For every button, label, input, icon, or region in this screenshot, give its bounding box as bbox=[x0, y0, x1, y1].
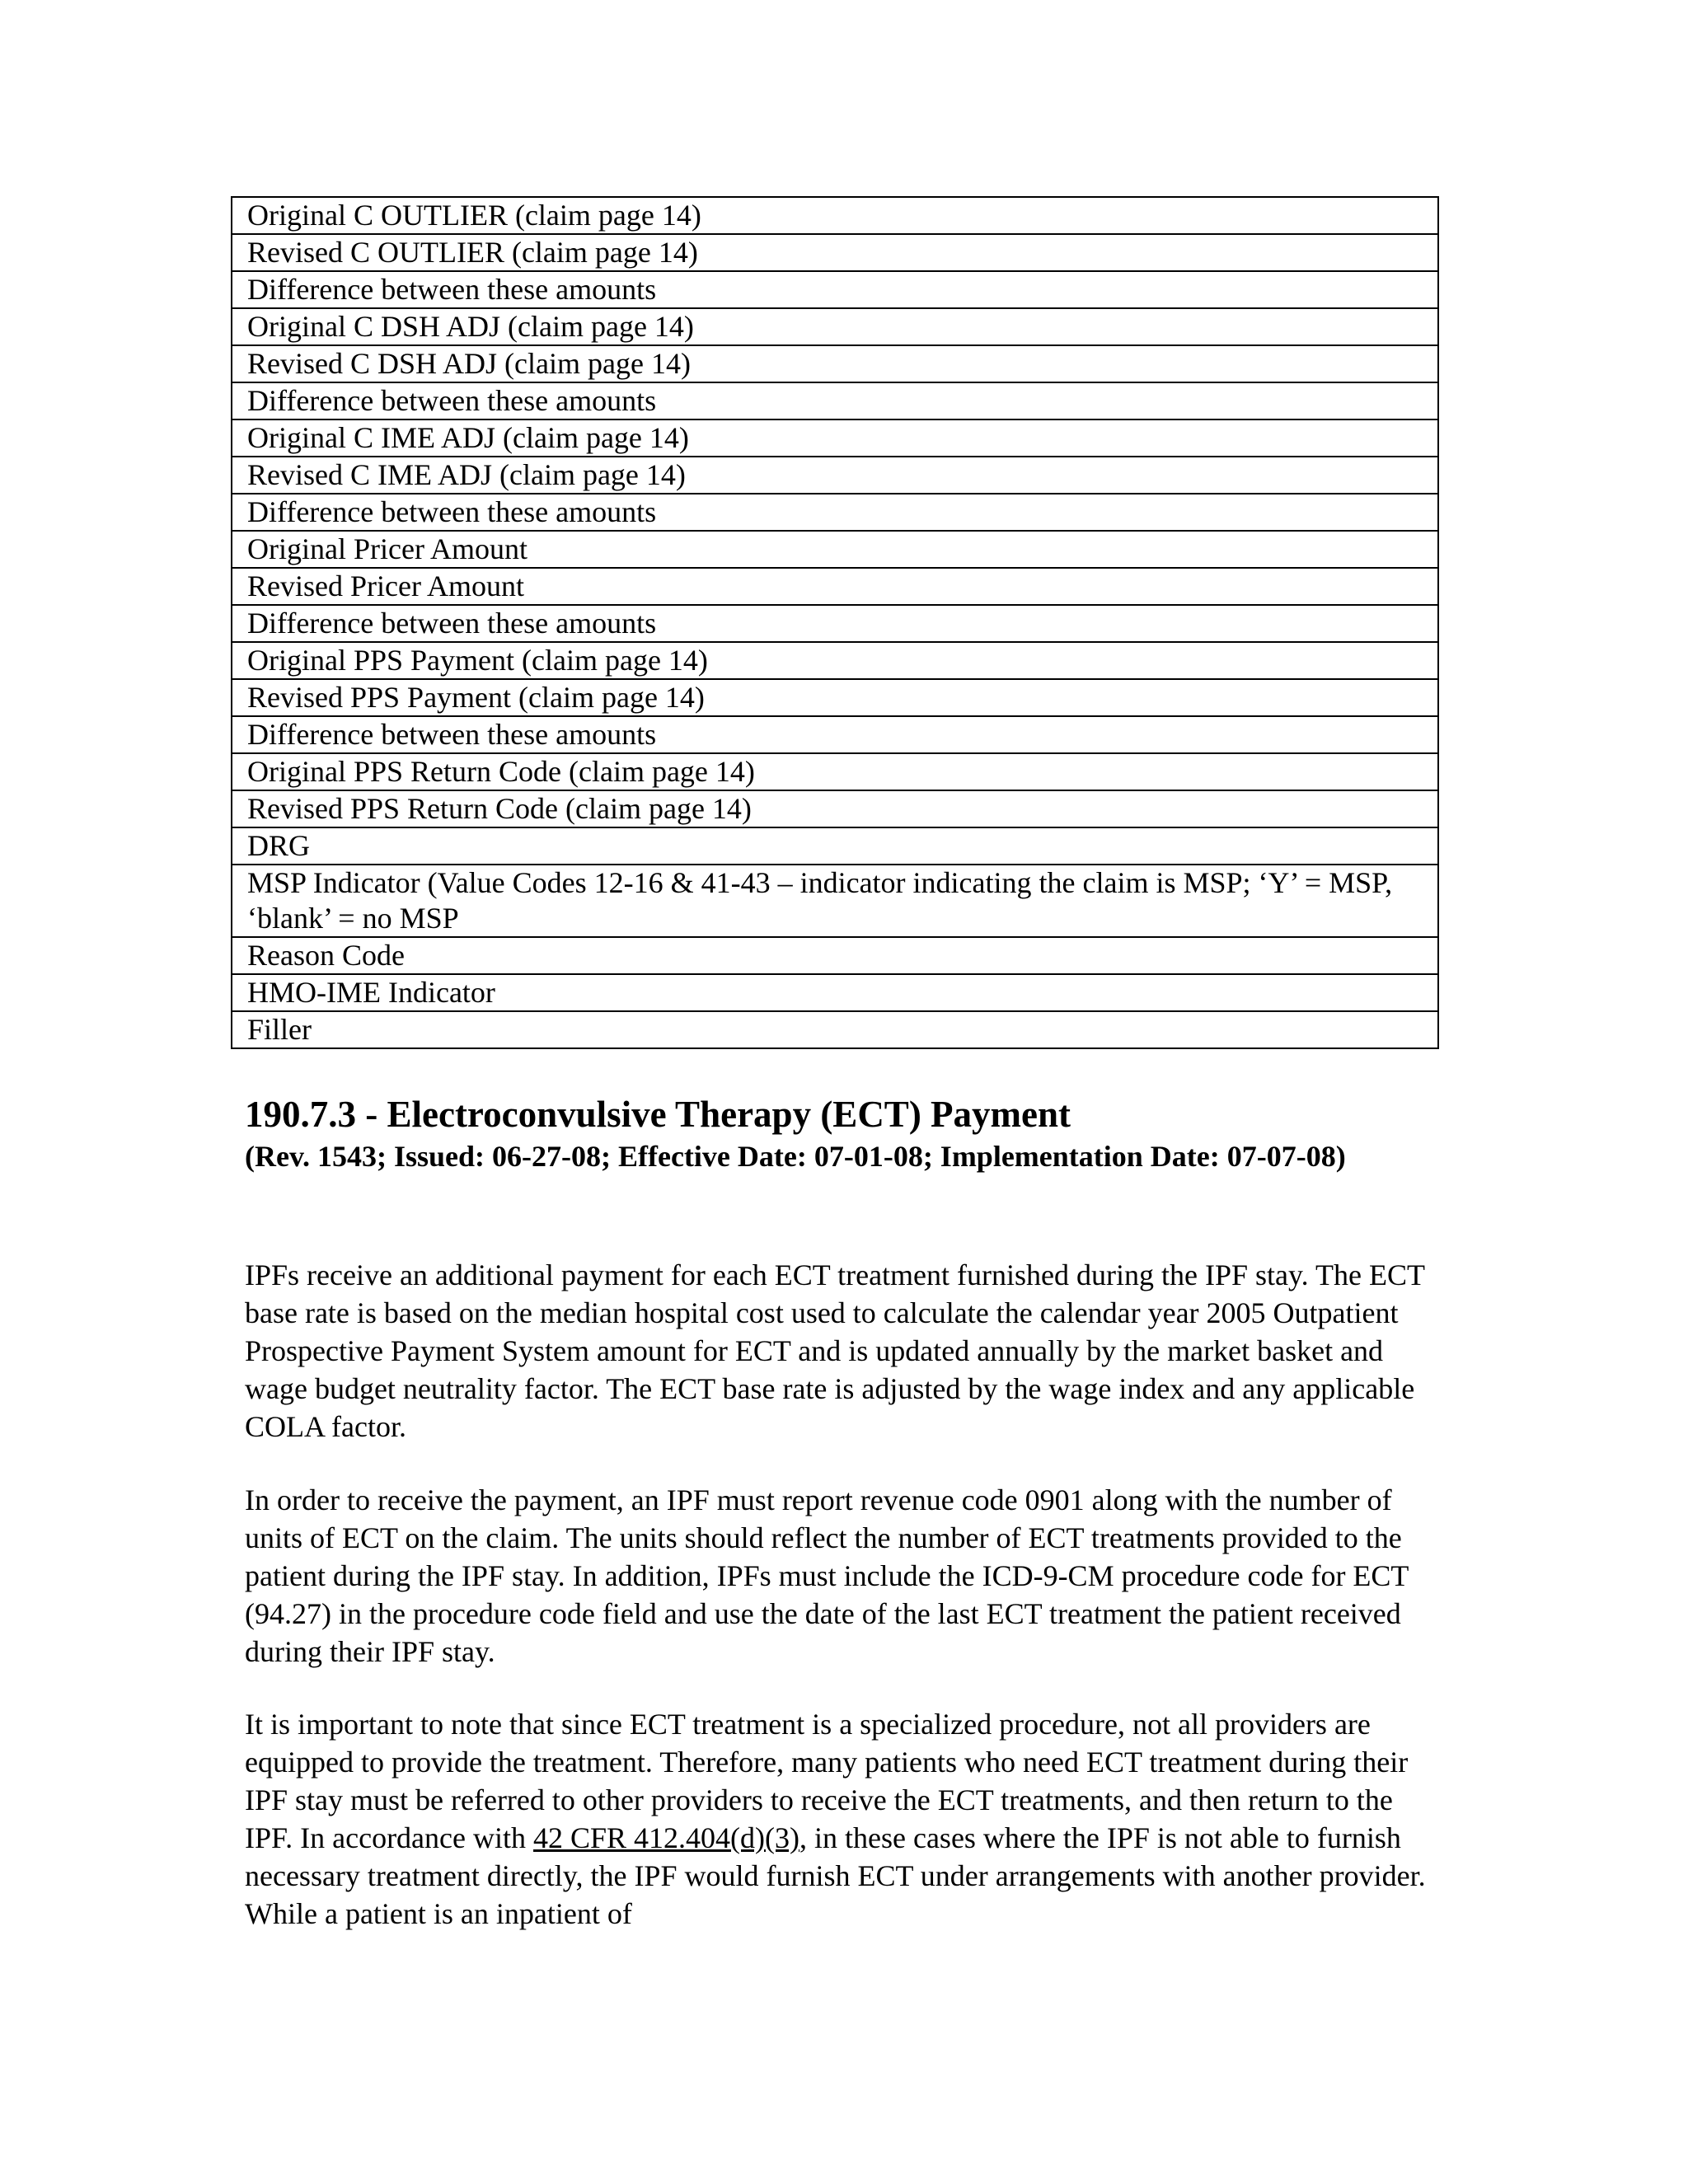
table-row bbox=[232, 234, 1438, 271]
table-row bbox=[232, 1011, 1438, 1048]
table-row bbox=[232, 790, 1438, 827]
claim-fields-table bbox=[231, 196, 1439, 1049]
table-cell: Reason Code bbox=[232, 937, 1438, 974]
section-heading: 190.7.3 - Electroconvulsive Therapy (ECT) Payment bbox=[245, 1094, 1071, 1135]
table-cell: Original C OUTLIER (claim page 14) bbox=[232, 197, 1438, 234]
table-row bbox=[232, 382, 1438, 419]
table-cell: Revised Pricer Amount bbox=[232, 568, 1438, 605]
table-cell: Revised C DSH ADJ (claim page 14) bbox=[232, 345, 1438, 382]
body-paragraph bbox=[245, 1705, 1448, 1933]
table-cell: HMO-IME Indicator bbox=[232, 974, 1438, 1011]
table-cell: Difference between these amounts bbox=[232, 494, 1438, 531]
table-row bbox=[232, 679, 1438, 716]
table-row bbox=[232, 716, 1438, 753]
table-row bbox=[232, 865, 1438, 937]
table-cell: Revised C OUTLIER (claim page 14) bbox=[232, 234, 1438, 271]
table-row bbox=[232, 494, 1438, 531]
table-cell: Filler bbox=[232, 1011, 1438, 1048]
body-paragraph: IPFs receive an additional payment for each ECT treatment furnished during the IPF stay. The ECT base rate is based on the median hospital cost used to calculate the calendar year 2005 Outpatient Prospective Payment System amount for ECT and is updated annually by the market basket and wage budget neutrality factor. The ECT base rate is adjusted by the wage index and any applicable COLA factor. bbox=[245, 1258, 1425, 1443]
table-row bbox=[232, 827, 1438, 865]
table-row bbox=[232, 974, 1438, 1011]
table-cell: MSP Indicator (Value Codes 12-16 & 41-43 – indicator indicating the claim is MSP; ‘Y’ = MSP, ‘blank’ = no MSP bbox=[232, 865, 1438, 937]
table-row bbox=[232, 308, 1438, 345]
body-paragraph: In order to receive the payment, an IPF must report revenue code 0901 along with the number of units of ECT on the claim. The units should reflect the number of ECT treatments provided to the patient during the IPF stay. In addition, IPFs must include the ICD-9-CM procedure code for ECT (94.27) in the procedure code field and use the date of the last ECT treatment the patient received during their IPF stay. bbox=[245, 1483, 1409, 1668]
paragraph-text: , in these cases where the IPF is not able to furnish necessary treatment directly, the IPF would furnish ECT under arrangements with another provider. While a patient is an inpatient of bbox=[245, 1821, 1426, 1930]
cfr-citation-link[interactable]: 42 CFR 412.404(d)(3) bbox=[533, 1821, 799, 1854]
table-cell: Revised C IME ADJ (claim page 14) bbox=[232, 457, 1438, 494]
table-row bbox=[232, 568, 1438, 605]
table-cell: Original PPS Payment (claim page 14) bbox=[232, 642, 1438, 679]
table-row bbox=[232, 605, 1438, 642]
table-cell: Original C DSH ADJ (claim page 14) bbox=[232, 308, 1438, 345]
table-cell: Difference between these amounts bbox=[232, 382, 1438, 419]
table-cell: Difference between these amounts bbox=[232, 716, 1438, 753]
table-cell: Difference between these amounts bbox=[232, 271, 1438, 308]
table-cell: Revised PPS Return Code (claim page 14) bbox=[232, 790, 1438, 827]
table-row bbox=[232, 642, 1438, 679]
table-row bbox=[232, 937, 1438, 974]
table-row bbox=[232, 457, 1438, 494]
table-row bbox=[232, 419, 1438, 457]
paragraph-text: It is important to note that since ECT treatment is a specialized procedure, not all providers are equipped to provide the treatment. Therefore, many patients who need ECT treatment during their IPF stay must be referred to other providers to receive the ECT treatments, and then return to the IPF. In accordance with bbox=[245, 1708, 1409, 1854]
table-row bbox=[232, 197, 1438, 234]
table-row bbox=[232, 753, 1438, 790]
table-cell: Original PPS Return Code (claim page 14) bbox=[232, 753, 1438, 790]
table-cell: DRG bbox=[232, 827, 1438, 865]
table-cell: Original C IME ADJ (claim page 14) bbox=[232, 419, 1438, 457]
revision-note: (Rev. 1543; Issued: 06-27-08; Effective Date: 07-01-08; Implementation Date: 07-07-08) bbox=[245, 1140, 1346, 1173]
table-row bbox=[232, 345, 1438, 382]
table-cell: Revised PPS Payment (claim page 14) bbox=[232, 679, 1438, 716]
table-row bbox=[232, 271, 1438, 308]
table-cell: Difference between these amounts bbox=[232, 605, 1438, 642]
table-row bbox=[232, 531, 1438, 568]
table-cell: Original Pricer Amount bbox=[232, 531, 1438, 568]
